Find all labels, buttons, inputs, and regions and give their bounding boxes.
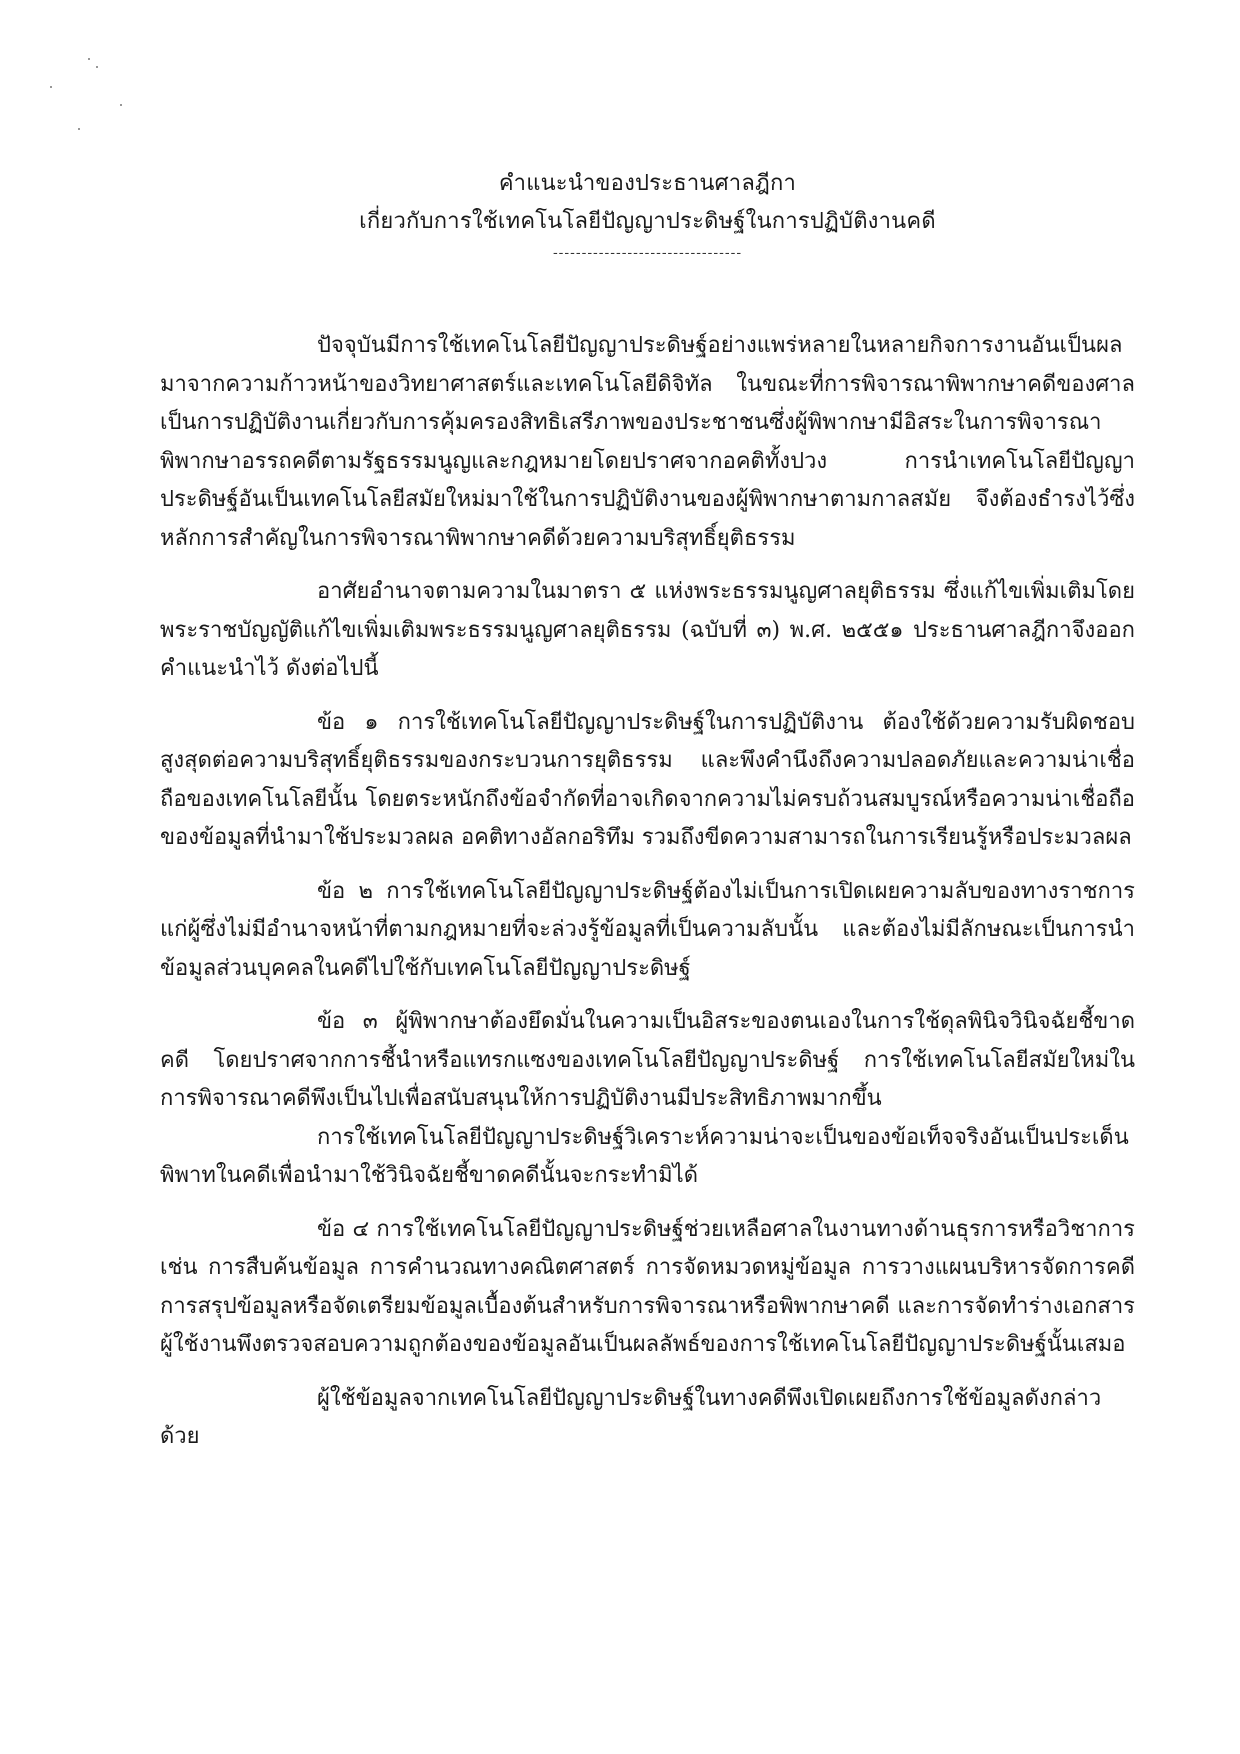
paragraph-clause-1: ข้อ ๑ การใช้เทคโนโลยีปัญญาประดิษฐ์ในการปฏิบัติงาน ต้องใช้ด้วยความรับผิดชอบสูงสุดต่อความบริสุทธิ์ยุติธรรมของกระบวนการยุติธรรม และพึงคำนึงถึงความปลอดภัยและความน่าเชื่อถือของเทคโนโลยีนั้น โดยตระหนักถึงข้อจำกัดที่อาจเกิดจากความไม่ครบถ้วนสมบูรณ์หรือความน่าเชื่อถือของข้อมูลที่นำมาใช้ประมวลผล อคติทางอัลกอริทึม รวมถึงขีดความสามารถในการเรียนรู้หรือประมวลผล	[160, 709, 1135, 850]
document-title-line-1: คำแนะนำของประธานศาลฎีกา	[498, 171, 797, 196]
paragraph-preamble: ปัจจุบันมีการใช้เทคโนโลยีปัญญาประดิษฐ์อย่างแพร่หลายในหลายกิจการงานอันเป็นผลมาจากความก้าวหน้าของวิทยาศาสตร์และเทคโนโลยีดิจิทัล ในขณะที่การพิจารณาพิพากษาคดีของศาลเป็นการปฏิบัติงานเกี่ยวกับการคุ้มครองสิทธิเสรีภาพของประชาชนซึ่งผู้พิพากษามีอิสระในการพิจารณาพิพากษาอรรถคดีตามรัฐธรรมนูญและกฎหมายโดยปราศจากอคติทั้งปวง การนำเทคโนโลยีปัญญาประดิษฐ์อันเป็นเทคโนโลยีสมัยใหม่มาใช้ในการปฏิบัติงานของผู้พิพากษาตามกาลสมัย จึงต้องธำรงไว้ซึ่งหลักการสำคัญในการพิจารณาพิพากษาคดีด้วยความบริสุทธิ์ยุติธรรม	[160, 333, 1135, 551]
paragraph-authority: อาศัยอำนาจตามความในมาตรา ๕ แห่งพระธรรมนูญศาลยุติธรรม ซึ่งแก้ไขเพิ่มเติมโดยพระราชบัญญัติแก้ไขเพิ่มเติมพระธรรมนูญศาลยุติธรรม (ฉบับที่ ๓) พ.ศ. ๒๕๕๑ ประธานศาลฎีกาจึงออกคำแนะนำไว้ ดังต่อไปนี้	[160, 579, 1135, 681]
paragraph-disclosure: ผู้ใช้ข้อมูลจากเทคโนโลยีปัญญาประดิษฐ์ในทางคดีพึงเปิดเผยถึงการใช้ข้อมูลดังกล่าวด้วย	[160, 1385, 1102, 1449]
document-body	[160, 327, 1135, 1457]
paragraph-clause-2: ข้อ ๒ การใช้เทคโนโลยีปัญญาประดิษฐ์ต้องไม่เป็นการเปิดเผยความลับของทางราชการแก่ผู้ซึ่งไม่มีอำนาจหน้าที่ตามกฎหมายที่จะล่วงรู้ข้อมูลที่เป็นความลับนั้น และต้องไม่มีลักษณะเป็นการนำข้อมูลส่วนบุคคลในคดีไปใช้กับเทคโนโลยีปัญญาประดิษฐ์	[160, 878, 1135, 981]
title-divider: ---------------------------------	[552, 245, 743, 261]
document-header	[160, 165, 1135, 263]
paragraph-clause-4: ข้อ ๔ การใช้เทคโนโลยีปัญญาประดิษฐ์ช่วยเหลือศาลในงานทางด้านธุรการหรือวิชาการ เช่น การสืบค้นข้อมูล การคำนวณทางคณิตศาสตร์ การจัดหมวดหมู่ข้อมูล การวางแผนบริหารจัดการคดี การสรุปข้อมูลหรือจัดเตรียมข้อมูลเบื้องต้นสำหรับการพิจารณาหรือพิพากษาคดี และการจัดทำร่างเอกสาร ผู้ใช้งานพึงตรวจสอบความถูกต้องของข้อมูลอันเป็นผลลัพธ์ของการใช้เทคโนโลยีปัญญาประดิษฐ์นั้นเสมอ	[160, 1216, 1135, 1357]
paragraph-clause-3-continued: การใช้เทคโนโลยีปัญญาประดิษฐ์วิเคราะห์ความน่าจะเป็นของข้อเท็จจริงอันเป็นประเด็นพิพาทในคดีเพื่อนำมาใช้วินิจฉัยชี้ขาดคดีนั้นจะกระทำมิได้	[160, 1124, 1129, 1188]
document-title-line-2: เกี่ยวกับการใช้เทคโนโลยีปัญญาประดิษฐ์ในการปฏิบัติงานคดี	[359, 209, 936, 234]
paragraph-clause-3: ข้อ ๓ ผู้พิพากษาต้องยึดมั่นในความเป็นอิสระของตนเองในการใช้ดุลพินิจวินิจฉัยชี้ขาดคดี โดยปราศจากการชี้นำหรือแทรกแซงของเทคโนโลยีปัญญาประดิษฐ์ การใช้เทคโนโลยีสมัยใหม่ในการพิจารณาคดีพึงเป็นไปเพื่อสนับสนุนให้การปฏิบัติงานมีประสิทธิภาพมากขึ้น	[160, 1009, 1135, 1111]
